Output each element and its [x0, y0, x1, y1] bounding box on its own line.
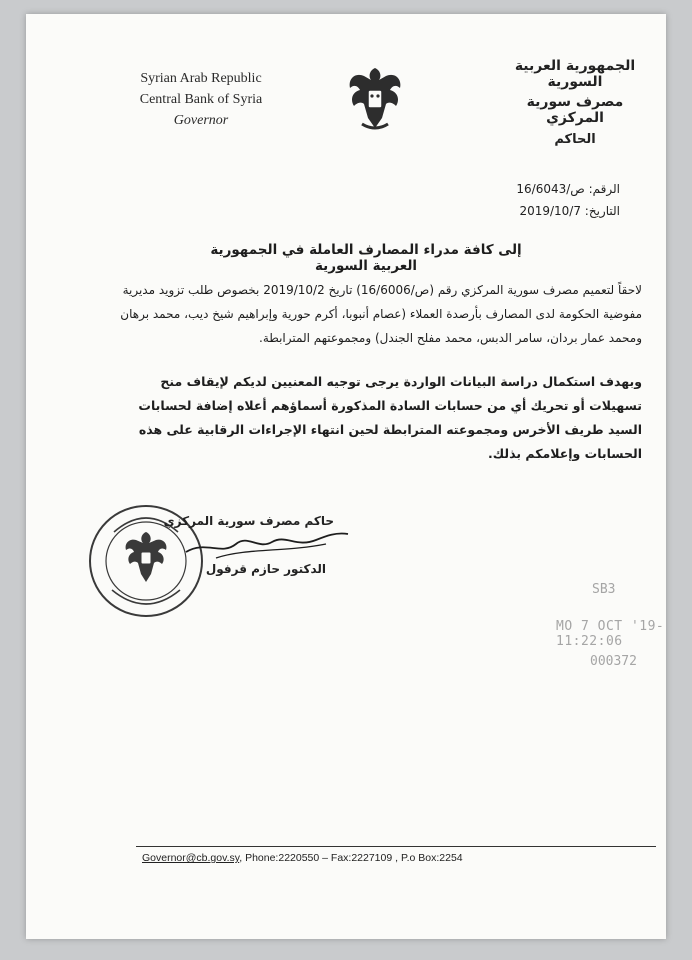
signatory-title: حاكم مصرف سورية المركزي: [163, 514, 334, 528]
reference-number-value: 16/6043: [516, 182, 567, 196]
footer-divider: [136, 846, 656, 847]
header-ar-line2: مصرف سورية المركزي: [526, 94, 624, 126]
letter-page: [26, 14, 666, 939]
receipt-stamp-serial: 000372: [590, 654, 637, 669]
receipt-stamp-datetime: MO 7 OCT '19-11:22:06: [556, 619, 665, 649]
english-letterhead: [116, 68, 286, 131]
arabic-letterhead: [500, 58, 650, 147]
header-en-line2: Central Bank of Syria: [139, 92, 263, 107]
signatory-name: الدكتور حازم قرفول: [205, 562, 326, 576]
receipt-stamp-code: SB3: [592, 582, 616, 597]
footer-email-link[interactable]: Governor@cb.gov.sy: [142, 852, 240, 864]
eagle-emblem-icon: [344, 62, 406, 134]
letter-paragraph-2: وبهدف استكمال دراسة البيانات الواردة يرجى توجيه المعنيين لديكم لإيقاف منح تسهيلات أو تحريك أي من حسابات السادة المذكورة أسماؤهم أعلاه إضافة لحسابات السيد طريف الأخرس ومجموعته المترابطة لحين انتهاء الإجراءات الرقابية على هذه الحسابات وإعلامكم بذلك.: [138, 374, 642, 461]
header-en-line1: Syrian Arab Republic: [140, 71, 262, 86]
reference-date-label: التاريخ:: [584, 204, 620, 218]
letter-paragraph-1: لاحقاً لتعميم مصرف سورية المركزي رقم (ص/16/6006) تاريخ 2019/10/2 بخصوص طلب تزويد مديرية مفوضية الحكومة لدى المصارف بأرصدة العملاء (عصام أنبوبا، أكرم حورية وإبراهيم شيخ ديب، محمد برهان ومحمد عمار بردان، سامر الدبس، محمد مفلح الجندل) ومجموعتهم المترابطة.: [120, 283, 642, 345]
header-en-line3: Governor: [173, 113, 229, 128]
reference-date: [490, 204, 620, 218]
reference-number: [490, 182, 620, 196]
header-ar-line1: الجمهورية العربية السورية: [514, 58, 636, 90]
handwritten-signature: [176, 522, 356, 562]
reference-number-label: الرقم: ص/: [566, 182, 620, 196]
header-ar-line3: الحاكم: [554, 132, 596, 147]
footer-contact-details: , Phone:2220550 – Fax:2227109 , P.o Box:2254: [239, 852, 463, 864]
reference-date-value: 2019/10/7: [519, 204, 581, 218]
salutation: إلى كافة مدراء المصارف العاملة في الجمهورية العربية السورية: [210, 242, 522, 274]
footer-contact: [142, 852, 463, 864]
